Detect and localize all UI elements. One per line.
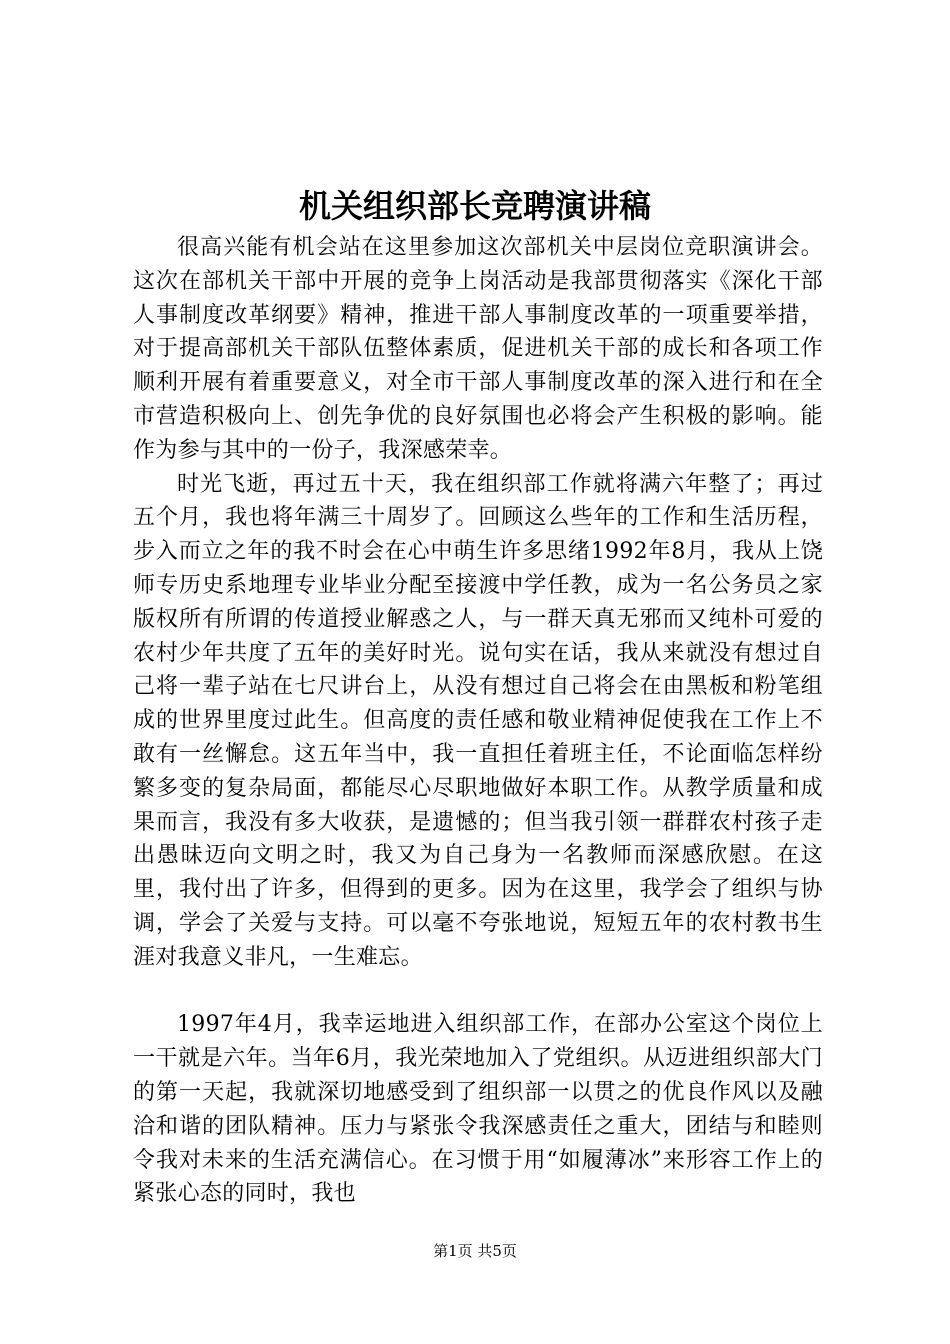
paragraph: 很高兴能有机会站在这里参加这次部机关中层岗位竞职演讲会。这次在部机关干部中开展的竞争上岗活动是我部贯彻落实《深化干部人事制度改革纲要》精神，推进干部人事制度改革的一项重要举措，对于提高部机关干部队伍整体素质，促进机关干部的成长和各项工作顺利开展有着重要意义，对全市干部人事制度改革的深入进行和在全市营造积极向上、创先争优的良好氛围也必将会产生积极的影响。能作为参与其中的一份子，我深感荣幸。 (133, 235, 823, 463)
paragraph: 时光飞逝，再过五十天，我在组织部工作就将满六年整了；再过五个月，我也将年满三十周岁了。回顾这么些年的工作和生活历程，步入而立之年的我不时会在心中萌生许多思绪1992年8月，我从上饶师专历史系地理专业毕业分配至接渡中学任教，成为一名公务员之家版权所有所谓的传道授业解惑之人，与一群天真无邪而又纯朴可爱的农村少年共度了五年的美好时光。说句实在话，我从来就没有想过自己将一辈子站在七尺讲台上，从没有想过自己将会在由黑板和粉笔组成的世界里度过此生。但高度的责任感和敬业精神促使我在工作上不敢有一丝懈怠。这五年当中，我一直担任着班主任，不论面临怎样纷繁多变的复杂局面，都能尽心尽职地做好本职工作。从教学质量和成果而言，我没有多大收获，是遗憾的；但当我引领一群群农村孩子走出愚昧迈向文明之时，我又为自己身为一名教师而深感欣慰。在这里，我付出了许多，但得到的更多。因为在这里，我学会了组织与协调，学会了关爱与支持。可以毫不夸张地说，短短五年的农村教书生涯对我意义非凡，一生难忘。 (133, 471, 823, 970)
document-title: 机关组织部长竞聘演讲稿 (298, 187, 651, 225)
document-body (133, 231, 823, 1211)
paragraph: 1997年4月，我幸运地进入组织部工作，在部办公室这个岗位上一干就是六年。当年6月，我光荣地加入了党组织。从迈进组织部大门的第一天起，我就深切地感受到了组织部一以贯之的优良作风以及融洽和谐的团队精神。压力与紧张令我深感责任之重大，团结与和睦则令我对未来的生活充满信心。在习惯于用“如履薄冰”来形容工作上的紧张心态的同时，我也 (133, 1012, 823, 1207)
page-footer: 第1页 共5页 (433, 1242, 517, 1260)
